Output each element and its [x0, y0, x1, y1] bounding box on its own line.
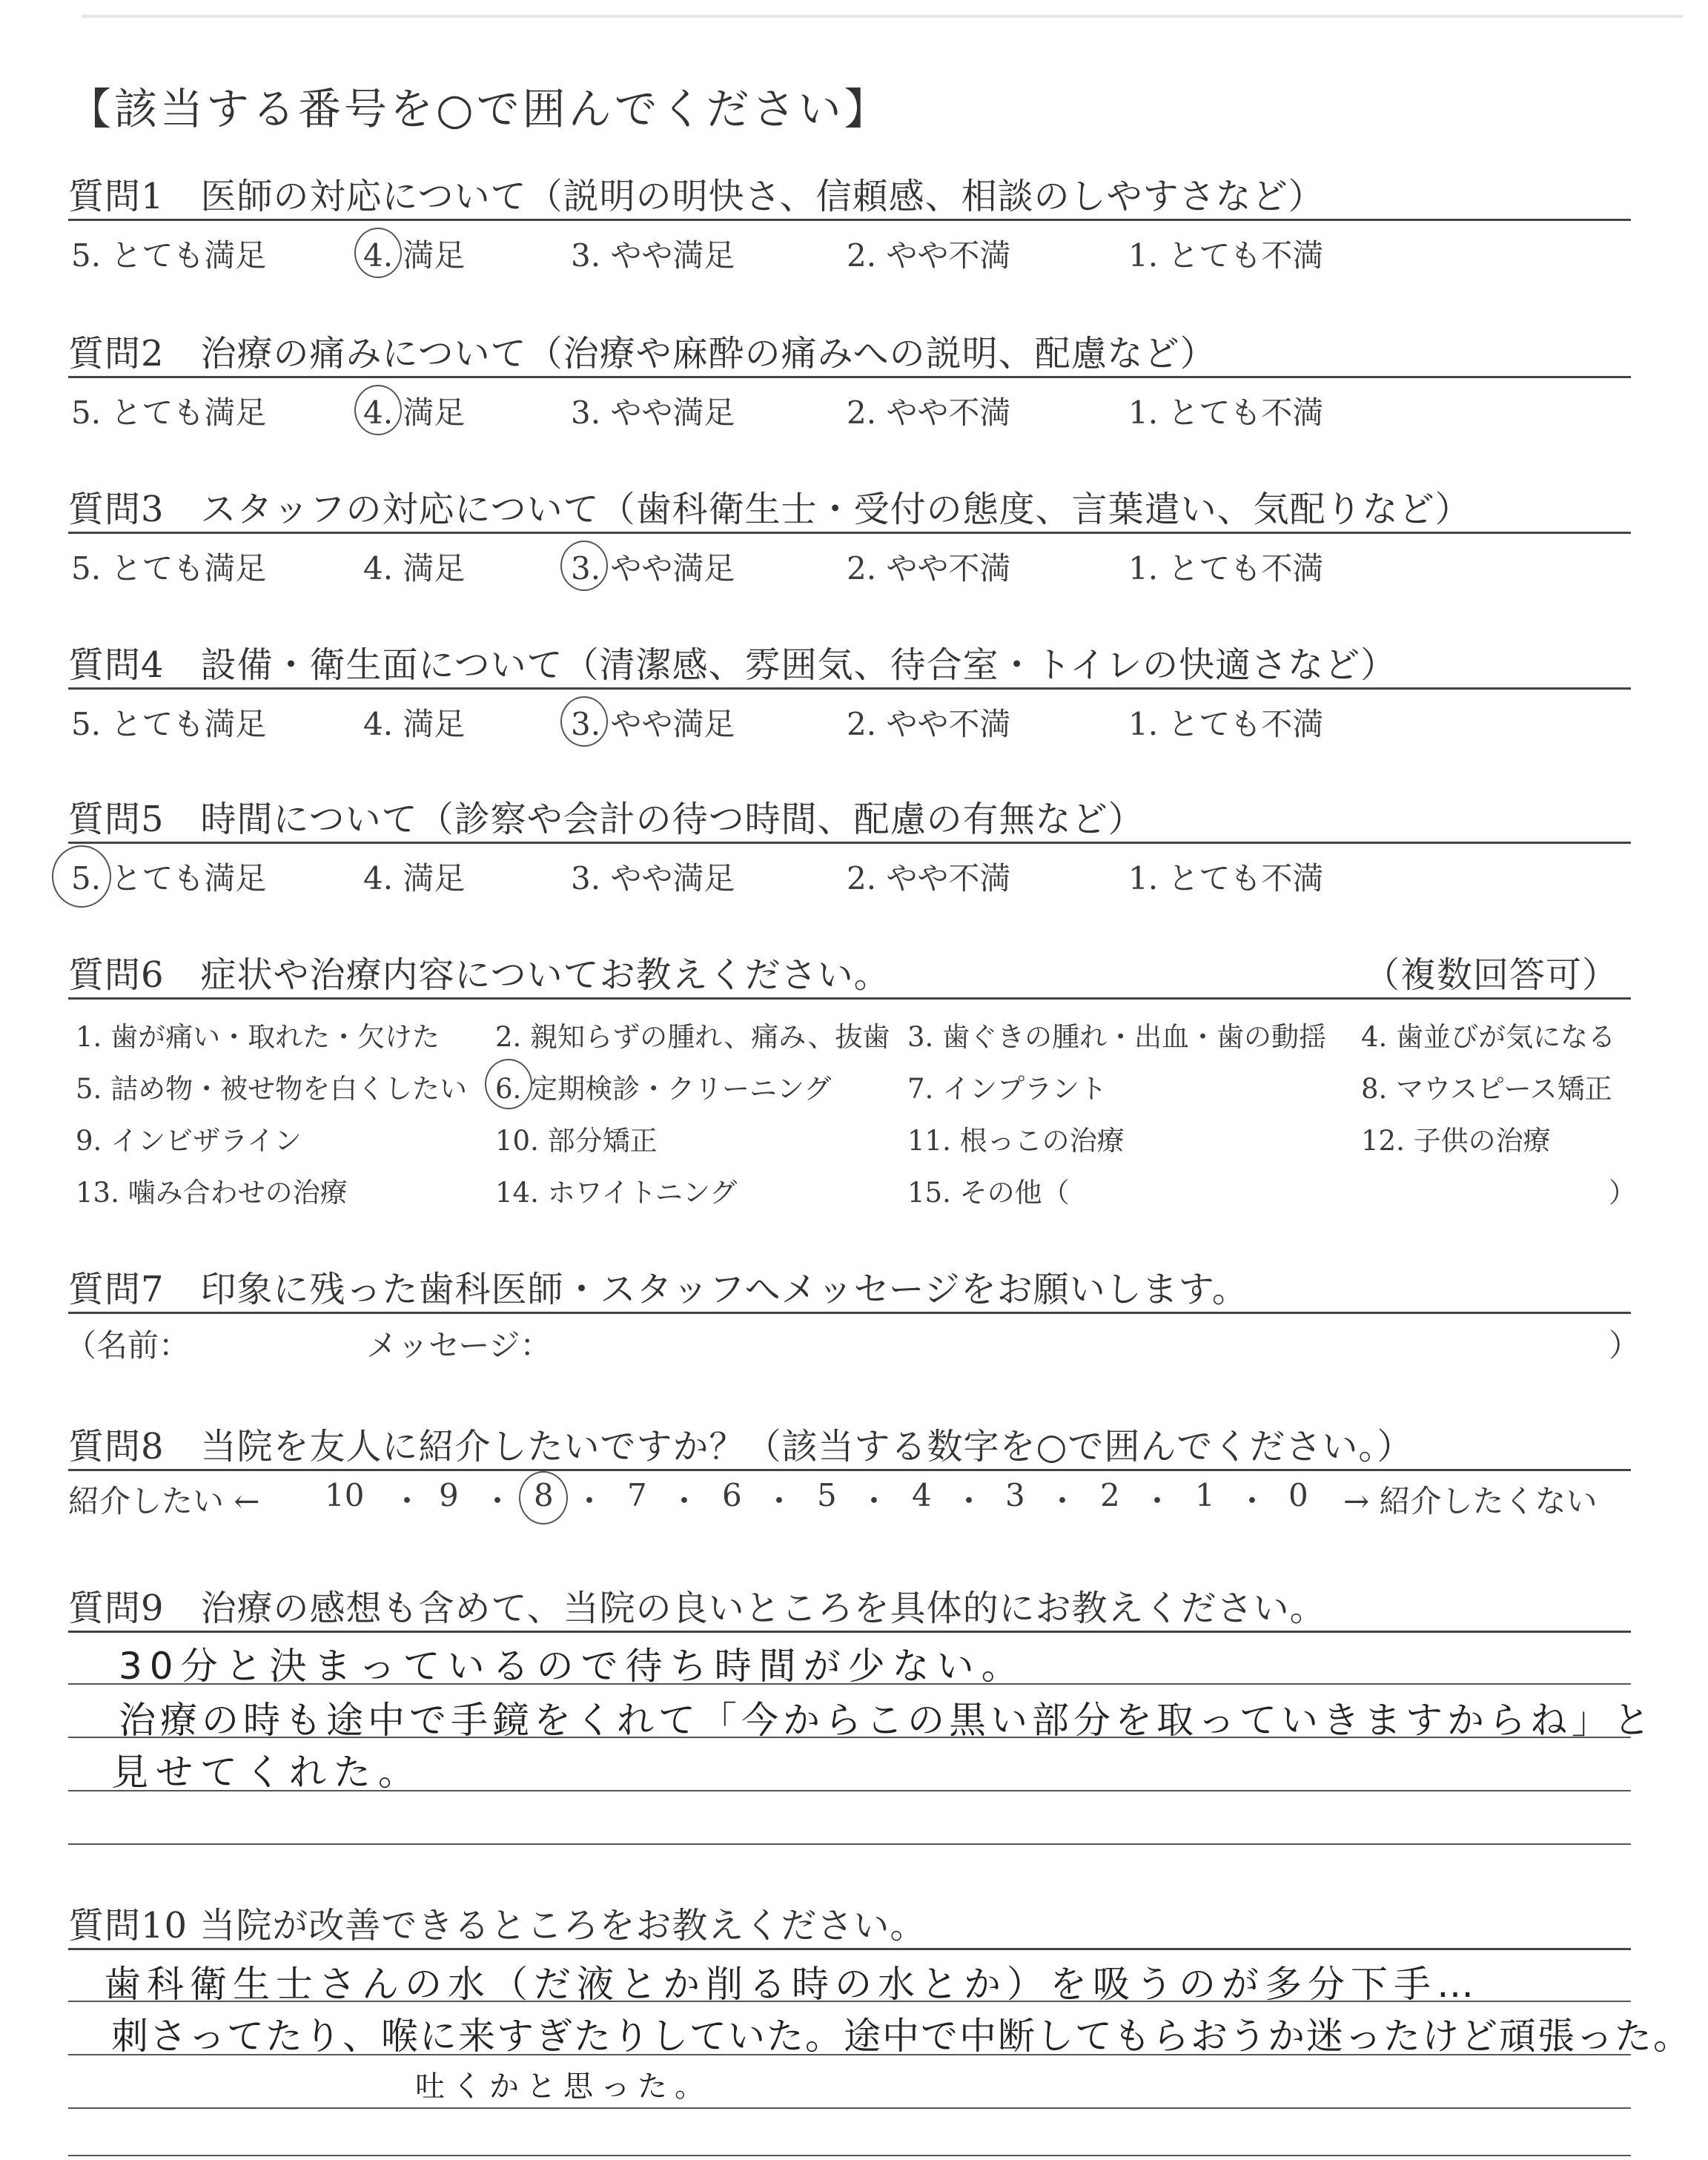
- q8-score-1[interactable]: 1: [1195, 1477, 1215, 1513]
- q3-selection-circle: [560, 541, 608, 591]
- question-2-title: 質問2 治療の痛みについて（治療や麻酔の痛みへの説明、配慮など）: [68, 333, 1217, 374]
- q6-option-4[interactable]: 4. 歯並びが気になる: [1361, 1021, 1616, 1053]
- q8-score-6[interactable]: 6: [722, 1477, 742, 1513]
- q9-answer-line: [68, 1843, 1631, 1845]
- q4-option-5[interactable]: 5. とても満足: [71, 706, 267, 742]
- q10-handwritten-answer-line-2: 刺さってたり、喉に来すぎたりしていた。途中で中断してもらおうか迷ったけど頑張った。: [111, 2015, 1692, 2058]
- q2-option-4[interactable]: 4. 満足: [363, 394, 466, 431]
- q1-selection-circle: [354, 228, 402, 278]
- q6-option-3[interactable]: 3. 歯ぐきの腫れ・出血・歯の動揺: [907, 1021, 1327, 1053]
- q4-option-1[interactable]: 1. とても不満: [1128, 706, 1324, 742]
- q8-separator-dot: ・: [1047, 1483, 1079, 1519]
- q4-selection-circle: [560, 696, 608, 747]
- q5-option-4[interactable]: 4. 満足: [363, 860, 466, 896]
- q10-answer-line: [68, 2107, 1631, 2109]
- q2-option-2[interactable]: 2. やや不満: [847, 394, 1011, 431]
- q5-option-2[interactable]: 2. やや不満: [847, 860, 1011, 896]
- q4-option-4[interactable]: 4. 満足: [363, 706, 466, 742]
- question-3-rule: [68, 532, 1631, 534]
- q7-close-paren: ）: [1609, 1327, 1641, 1364]
- q8-separator-dot: ・: [482, 1483, 514, 1519]
- question-6-note: （複数回答可）: [1364, 954, 1619, 996]
- q1-option-3[interactable]: 3. やや満足: [571, 237, 735, 274]
- q6-option-15-close: ）: [1609, 1177, 1636, 1209]
- question-4-rule: [68, 687, 1631, 690]
- q8-separator-dot: ・: [391, 1483, 423, 1519]
- q5-option-1[interactable]: 1. とても不満: [1128, 860, 1324, 896]
- q2-selection-circle: [354, 385, 402, 435]
- q4-option-2[interactable]: 2. やや不満: [847, 706, 1011, 742]
- question-7-rule: [68, 1312, 1631, 1314]
- question-7-title: 質問7 印象に残った歯科医師・スタッフへメッセージをお願いします。: [68, 1269, 1248, 1310]
- q8-score-10[interactable]: 10: [325, 1477, 365, 1513]
- question-5-title: 質問5 時間について（診察や会計の待つ時間、配慮の有無など）: [68, 799, 1145, 840]
- q6-option-11[interactable]: 11. 根っこの治療: [907, 1125, 1125, 1157]
- question-3-title: 質問3 スタッフの対応について（歯科衛生士・受付の態度、言葉遣い、気配りなど）: [68, 489, 1472, 530]
- q8-score-0[interactable]: 0: [1288, 1477, 1308, 1513]
- q6-selection-circle: [485, 1059, 532, 1109]
- question-8-rule: [68, 1469, 1631, 1471]
- question-9-rule: [68, 1631, 1631, 1633]
- question-8-title: 質問8 当院を友人に紹介したいですか？（該当する数字を○で囲んでください。）: [68, 1426, 1414, 1467]
- question-10-rule: [68, 1948, 1631, 1950]
- q7-message-label: メッセージ：: [366, 1327, 552, 1364]
- q6-option-13[interactable]: 13. 噛み合わせの治療: [76, 1177, 348, 1209]
- q8-score-9[interactable]: 9: [439, 1477, 459, 1513]
- q8-separator-dot: ・: [1142, 1483, 1174, 1519]
- question-6-rule: [68, 997, 1631, 1000]
- q8-score-5[interactable]: 5: [817, 1477, 837, 1513]
- q8-score-7[interactable]: 7: [627, 1477, 647, 1513]
- question-4-title: 質問4 設備・衛生面について（清潔感、雰囲気、待合室・トイレの快適さなど）: [68, 644, 1397, 686]
- q6-option-12[interactable]: 12. 子供の治療: [1361, 1125, 1551, 1157]
- question-9-title: 質問9 治療の感想も含めて、当院の良いところを具体的にお教えください。: [68, 1588, 1326, 1629]
- q6-option-5[interactable]: 5. 詰め物・被せ物を白くしたい: [76, 1073, 468, 1105]
- q9-handwritten-answer-line-1: 30分と決まっているので待ち時間が少ない。: [119, 1645, 1026, 1688]
- q3-option-2[interactable]: 2. やや不満: [847, 550, 1011, 587]
- q2-option-5[interactable]: 5. とても満足: [71, 394, 267, 431]
- q10-handwritten-answer-line-1: 歯科衛生士さんの水（だ液とか削る時の水とか）を吸うのが多分下手…: [104, 1963, 1480, 2006]
- q8-separator-dot: ・: [574, 1483, 606, 1519]
- q1-option-5[interactable]: 5. とても満足: [71, 237, 267, 274]
- q1-option-4[interactable]: 4. 満足: [363, 237, 466, 274]
- q8-separator-dot: ・: [1237, 1483, 1268, 1519]
- q8-separator-dot: ・: [764, 1483, 795, 1519]
- q8-selection-circle: [519, 1471, 568, 1525]
- q6-option-9[interactable]: 9. インビザライン: [76, 1125, 302, 1157]
- q8-separator-dot: ・: [953, 1483, 985, 1519]
- q5-option-3[interactable]: 3. やや満足: [571, 860, 735, 896]
- q9-handwritten-answer-line-3: 見せてくれた。: [111, 1751, 423, 1794]
- q1-option-2[interactable]: 2. やや不満: [847, 237, 1011, 274]
- q8-score-4[interactable]: 4: [912, 1477, 932, 1513]
- q4-option-3[interactable]: 3. やや満足: [571, 706, 735, 742]
- q9-handwritten-answer-line-2: 治療の時も途中で手鏡をくれて「今からこの黒い部分を取っていきますからね」と: [119, 1699, 1655, 1742]
- q6-option-10[interactable]: 10. 部分矯正: [495, 1125, 658, 1157]
- q1-option-1[interactable]: 1. とても不満: [1128, 237, 1324, 274]
- q6-option-6[interactable]: 6. 定期検診・クリーニング: [495, 1073, 832, 1105]
- q8-score-3[interactable]: 3: [1005, 1477, 1025, 1513]
- q6-option-2[interactable]: 2. 親知らずの腫れ、痛み、抜歯: [495, 1021, 890, 1053]
- question-5-rule: [68, 842, 1631, 844]
- q8-score-2[interactable]: 2: [1100, 1477, 1120, 1513]
- q7-name-label: （名前：: [65, 1327, 191, 1364]
- q8-separator-dot: ・: [669, 1483, 701, 1519]
- q2-option-3[interactable]: 3. やや満足: [571, 394, 735, 431]
- q8-left-label: 紹介したい ←: [68, 1483, 260, 1519]
- q10-handwritten-answer-line-3: 吐くかと思った。: [415, 2070, 712, 2104]
- scan-top-edge: [82, 15, 1683, 18]
- q6-option-8[interactable]: 8. マウスピース矯正: [1361, 1073, 1612, 1105]
- q3-option-4[interactable]: 4. 満足: [363, 550, 466, 587]
- question-6-title: 質問6 症状や治療内容についてお教えください。: [68, 954, 890, 996]
- q6-option-14[interactable]: 14. ホワイトニング: [495, 1177, 738, 1209]
- q10-answer-line: [68, 2155, 1631, 2156]
- q3-option-1[interactable]: 1. とても不満: [1128, 550, 1324, 587]
- question-2-rule: [68, 376, 1631, 378]
- q2-option-1[interactable]: 1. とても不満: [1128, 394, 1324, 431]
- q3-option-5[interactable]: 5. とても満足: [71, 550, 267, 587]
- q5-option-5[interactable]: 5. とても満足: [71, 860, 267, 896]
- q6-option-15[interactable]: 15. その他（: [907, 1177, 1070, 1209]
- question-1-rule: [68, 219, 1631, 221]
- q6-option-7[interactable]: 7. インプラント: [907, 1073, 1108, 1105]
- q6-option-1[interactable]: 1. 歯が痛い・取れた・欠けた: [76, 1021, 440, 1053]
- q3-option-3[interactable]: 3. やや満足: [571, 550, 735, 587]
- q8-score-8[interactable]: 8: [534, 1477, 554, 1513]
- question-10-title: 質問10 当院が改善できるところをお教えください。: [68, 1905, 927, 1946]
- q5-selection-circle: [52, 845, 111, 908]
- q8-separator-dot: ・: [858, 1483, 890, 1519]
- instruction-header: 【該当する番号を○で囲んでください】: [68, 84, 890, 134]
- q8-right-label: → 紹介したくない: [1343, 1483, 1598, 1519]
- question-1-title: 質問1 医師の対応について（説明の明快さ、信頼感、相談のしやすさなど）: [68, 176, 1325, 217]
